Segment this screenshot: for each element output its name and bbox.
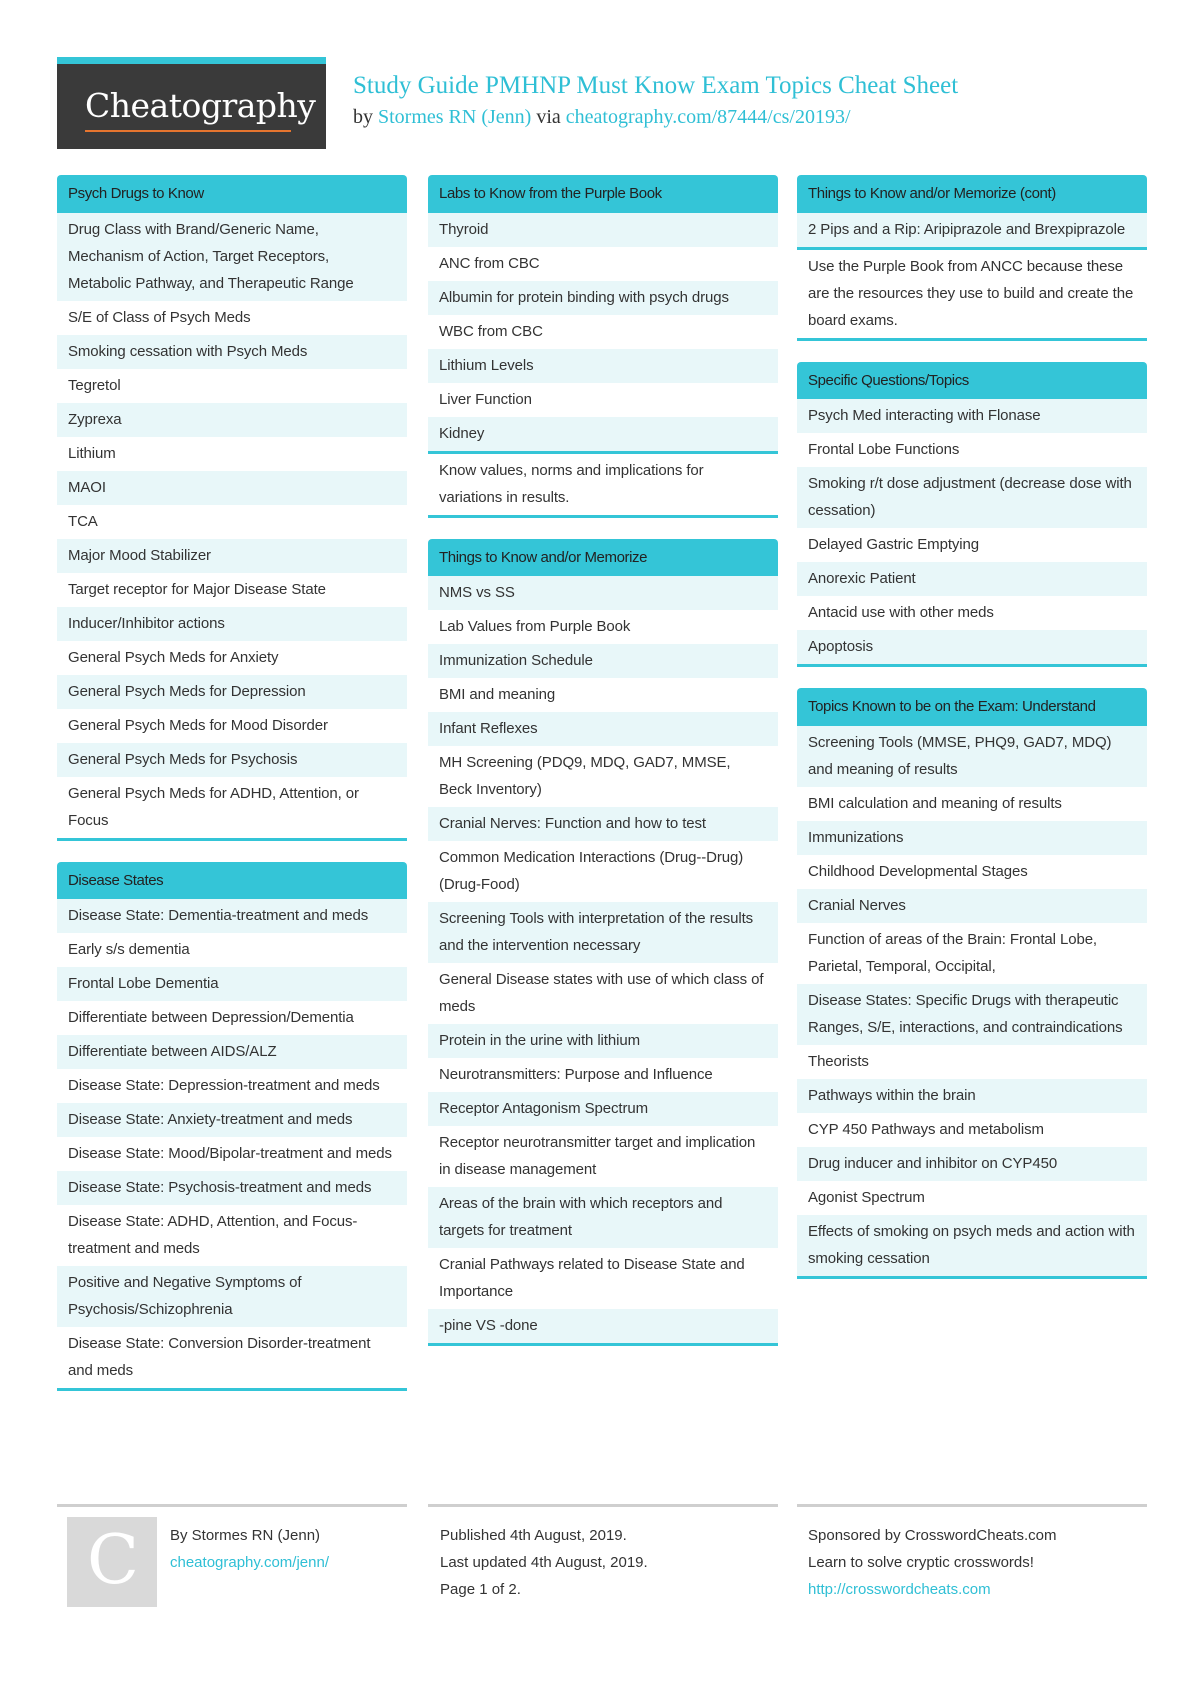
- section-note: Know values, norms and implications for variations in results.: [428, 451, 778, 515]
- list-item: Anorexic Patient: [797, 562, 1147, 596]
- list-item: Disease State: Mood/Bipolar-treatment and meds: [68, 1145, 392, 1162]
- list-item: Early s/s dementia: [68, 941, 190, 958]
- list-item: General Psych Meds for Psychosis: [57, 743, 407, 777]
- list-item: Drug Class with Brand/Generic Name, Mechanism of Action, Target Receptors, Metabolic Pathway, and Therapeutic Range: [57, 213, 407, 301]
- section-specific-questions: [797, 362, 1147, 668]
- list-item: Disease States: Specific Drugs with therapeutic Ranges, S/E, interactions, and contraindications: [797, 984, 1147, 1045]
- list-item: Frontal Lobe Functions: [808, 441, 960, 458]
- list-item: General Disease states with use of which class of meds: [439, 971, 764, 1015]
- list-item: Lithium Levels: [428, 349, 778, 383]
- list-item: Lab Values from Purple Book: [439, 618, 631, 635]
- section-heading: Things to Know and/or Memorize (cont): [797, 175, 1147, 213]
- footer-sponsor-link[interactable]: http://crosswordcheats.com: [808, 1581, 991, 1598]
- list-item: Agonist Spectrum: [808, 1188, 925, 1206]
- avatar-letter: C: [87, 1521, 140, 1600]
- column-1: [57, 175, 407, 1412]
- section-heading: Specific Questions/Topics: [797, 362, 1147, 400]
- sheet-url-link[interactable]: cheatography.com/87444/cs/20193/: [565, 106, 851, 128]
- list-item: Neurotransmitters: Purpose and Influence: [439, 1066, 713, 1083]
- section-heading: Disease States: [57, 862, 407, 900]
- list-item: Areas of the brain with which receptors and targets for treatment: [428, 1187, 778, 1248]
- list-item: Differentiate between Depression/Dementia: [68, 1009, 354, 1026]
- list-item: BMI and meaning: [439, 686, 556, 703]
- list-item: Theorists: [808, 1052, 869, 1070]
- list-item: Disease State: Dementia-treatment and meds: [57, 899, 407, 933]
- list-item: Apoptosis: [797, 630, 1147, 664]
- list-item: Zyprexa: [57, 403, 407, 437]
- by-prefix: by: [353, 106, 378, 128]
- list-item: BMI calculation and meaning of results: [808, 794, 1062, 812]
- list-item: Protein in the urine with lithium: [428, 1024, 778, 1058]
- section-exam-topics: [797, 688, 1147, 1279]
- page-title: Study Guide PMHNP Must Know Exam Topics Cheat Sheet: [353, 72, 959, 99]
- list-item: Thyroid: [428, 213, 778, 247]
- list-item: Smoking r/t dose adjustment (decrease dose with cessation): [797, 467, 1147, 528]
- footer-divider: [797, 1504, 1147, 1507]
- list-item: Pathways within the brain: [797, 1079, 1147, 1113]
- list-item: Inducer/Inhibitor actions: [57, 607, 407, 641]
- list-item: Screening Tools with interpretation of the results and the intervention necessary: [428, 902, 778, 963]
- list-item: CYP 450 Pathways and metabolism: [808, 1120, 1044, 1138]
- footer-divider: [428, 1504, 778, 1507]
- list-item: Screening Tools (MMSE, PHQ9, GAD7, MDQ) and meaning of results: [797, 726, 1147, 787]
- list-item: General Psych Meds for ADHD, Attention, or Focus: [68, 784, 359, 829]
- list-item: Albumin for protein binding with psych drugs: [428, 281, 778, 315]
- list-item: Disease State: Conversion Disorder-treatment and meds: [68, 1335, 371, 1379]
- via-text: via: [531, 106, 566, 128]
- list-item: Psych Med interacting with Flonase: [797, 399, 1147, 433]
- footer-page-number: Page 1 of 2.: [440, 1581, 521, 1598]
- list-item: Major Mood Stabilizer: [57, 539, 407, 573]
- list-item: S/E of Class of Psych Meds: [68, 308, 251, 326]
- author-link[interactable]: Stormes RN (Jenn): [378, 106, 532, 128]
- list-item: Target receptor for Major Disease State: [68, 580, 326, 598]
- list-item: Smoking cessation with Psych Meds: [57, 335, 407, 369]
- logo-text: Cheatography: [85, 86, 316, 125]
- footer-sponsor-tagline: Learn to solve cryptic crosswords!: [808, 1554, 1034, 1571]
- footer-author: By Stormes RN (Jenn): [170, 1527, 321, 1544]
- list-item: Cranial Nerves: Function and how to test: [428, 807, 778, 841]
- list-item: Function of areas of the Brain: Frontal Lobe, Parietal, Temporal, Occipital,: [808, 930, 1098, 975]
- list-item: Positive and Negative Symptoms of Psychosis/Schizophrenia: [57, 1266, 407, 1327]
- list-item: Liver Function: [439, 390, 532, 408]
- list-item: Disease State: Anxiety-treatment and meds: [57, 1103, 407, 1137]
- list-item: Tegretol: [68, 376, 121, 394]
- author-avatar[interactable]: [67, 1517, 157, 1607]
- list-item: NMS vs SS: [428, 576, 778, 610]
- section-labs: [428, 175, 778, 518]
- list-item: Receptor neurotransmitter target and implication in disease management: [439, 1134, 756, 1178]
- list-item: General Psych Meds for Depression: [57, 675, 407, 709]
- section-heading: Topics Known to be on the Exam: Understand: [797, 688, 1147, 726]
- list-item: Kidney: [428, 417, 778, 451]
- section-things-to-know-cont: [797, 175, 1147, 341]
- list-item: Differentiate between AIDS/ALZ: [57, 1035, 407, 1069]
- footer-updated: Last updated 4th August, 2019.: [440, 1554, 648, 1571]
- list-item: Delayed Gastric Emptying: [808, 536, 980, 553]
- list-item: Frontal Lobe Dementia: [57, 967, 407, 1001]
- footer-divider: [57, 1504, 407, 1507]
- section-note: Use the Purple Book from ANCC because these are the resources they use to build and create the board exams.: [797, 247, 1147, 338]
- section-heading: Things to Know and/or Memorize: [428, 539, 778, 577]
- column-2: [428, 175, 778, 1367]
- section-psych-drugs: [57, 175, 407, 841]
- list-item: Immunizations: [797, 821, 1147, 855]
- footer-published: Published 4th August, 2019.: [440, 1527, 627, 1544]
- list-item: General Psych Meds for Mood Disorder: [68, 716, 328, 734]
- list-item: Cranial Nerves: [797, 889, 1147, 923]
- list-item: Immunization Schedule: [428, 644, 778, 678]
- list-item: MH Screening (PDQ9, MDQ, GAD7, MMSE, Beck Inventory): [439, 754, 731, 798]
- list-item: Cranial Pathways related to Disease State and Importance: [439, 1256, 745, 1300]
- list-item: Infant Reflexes: [428, 712, 778, 746]
- cheatography-logo[interactable]: [57, 57, 326, 149]
- list-item: Disease State: ADHD, Attention, and Focus-treatment and meds: [68, 1213, 358, 1257]
- footer-author-link[interactable]: cheatography.com/jenn/: [170, 1554, 329, 1571]
- list-item: Receptor Antagonism Spectrum: [428, 1092, 778, 1126]
- list-item: Disease State: Depression-treatment and meds: [68, 1077, 380, 1094]
- list-item: ANC from CBC: [439, 254, 540, 272]
- list-item: Childhood Developmental Stages: [808, 862, 1028, 880]
- list-item: MAOI: [57, 471, 407, 505]
- section-heading: Labs to Know from the Purple Book: [428, 175, 778, 213]
- list-item: General Psych Meds for Anxiety: [68, 648, 279, 666]
- list-item: Drug inducer and inhibitor on CYP450: [797, 1147, 1147, 1181]
- list-item: Effects of smoking on psych meds and action with smoking cessation: [797, 1215, 1147, 1276]
- list-item: Disease State: Psychosis-treatment and meds: [57, 1171, 407, 1205]
- logo-underline: [85, 130, 291, 132]
- list-item: 2 Pips and a Rip: Aripiprazole and Brexpiprazole: [797, 213, 1147, 247]
- list-item: Lithium: [68, 444, 116, 462]
- section-things-to-know: [428, 539, 778, 1347]
- list-item: TCA: [68, 512, 98, 530]
- byline: [353, 106, 851, 129]
- section-disease-states: [57, 862, 407, 1392]
- list-item: WBC from CBC: [439, 322, 543, 340]
- sponsor-name[interactable]: CrosswordCheats.com: [904, 1527, 1057, 1544]
- column-3: [797, 175, 1147, 1300]
- section-heading: Psych Drugs to Know: [57, 175, 407, 213]
- footer-sponsor: Sponsored by CrosswordCheats.com: [808, 1527, 1057, 1544]
- list-item: Antacid use with other meds: [808, 604, 994, 621]
- list-item: -pine VS -done: [428, 1309, 778, 1343]
- list-item: Common Medication Interactions (Drug--Drug) (Drug-Food): [439, 849, 744, 893]
